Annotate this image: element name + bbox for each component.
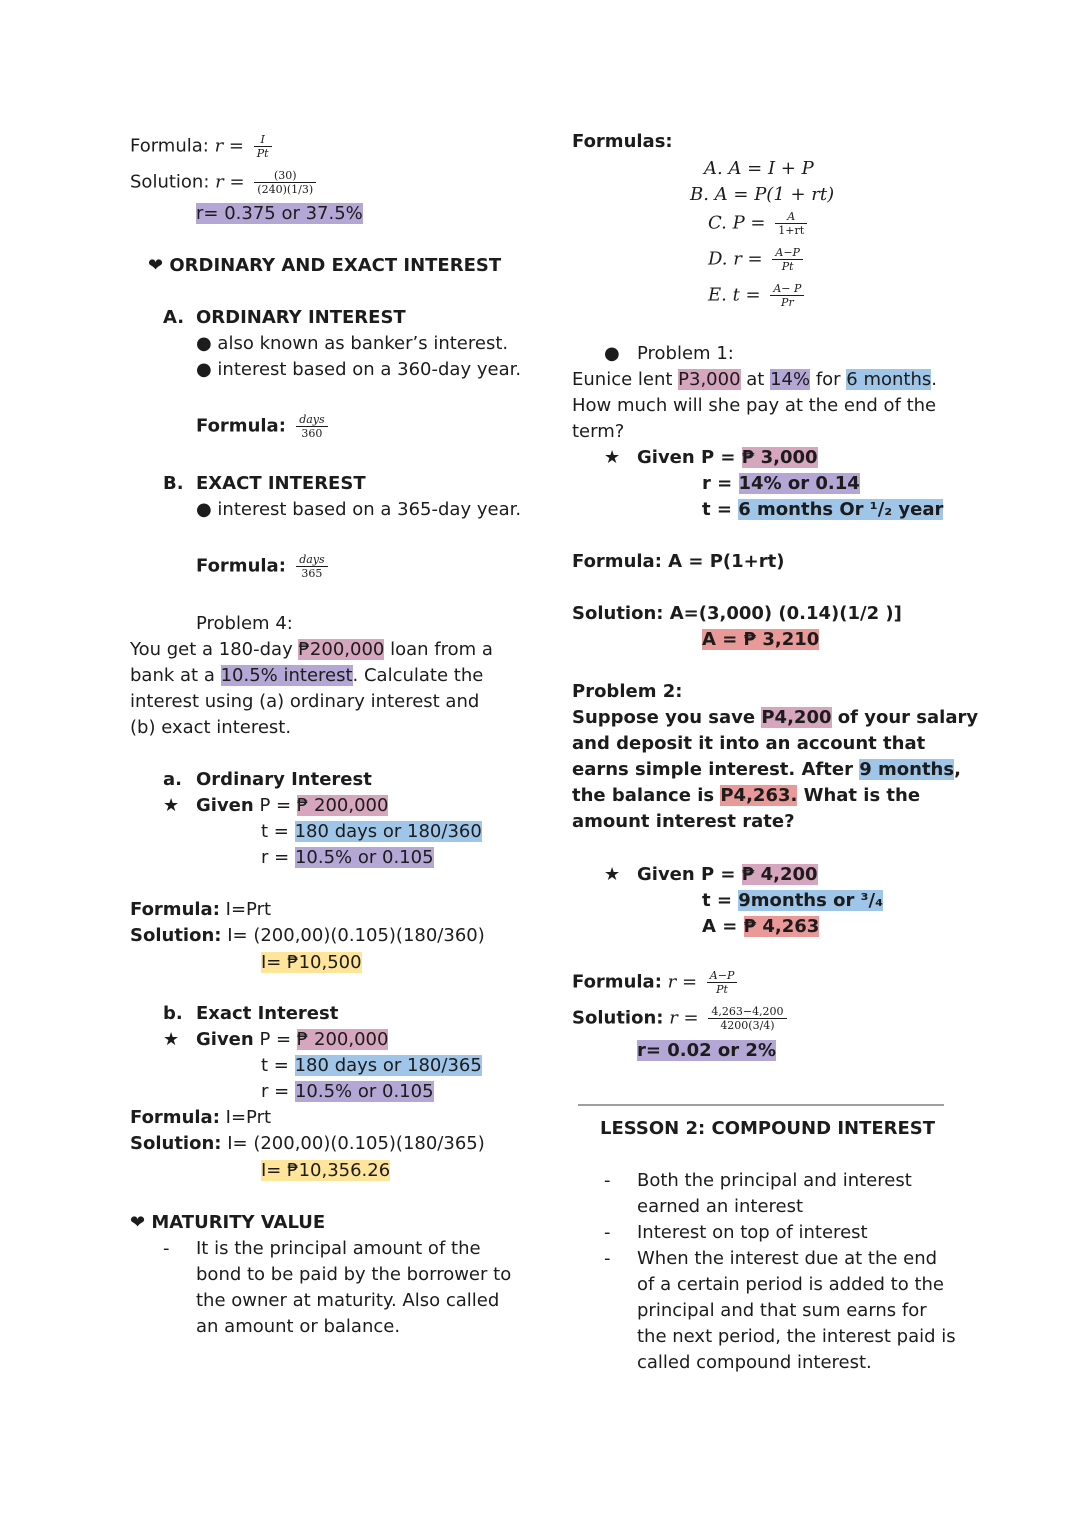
problem4-line-1 — [130, 637, 493, 663]
formula-lhs: r = — [214, 135, 245, 157]
star-icon: ★ — [163, 795, 180, 816]
p-value: ₱ 200,000 — [296, 1029, 389, 1050]
problem1-title: Problem 1: — [637, 343, 734, 364]
given-label: Given P = — [637, 864, 736, 885]
p-label: P = — [259, 795, 292, 816]
solution-label: Solution: — [130, 171, 210, 193]
text-segment: What is the — [797, 785, 921, 806]
formula-b: B. A = P(1 + rt) — [690, 184, 835, 205]
maturity-line-2: bond to be paid by the borrower to — [196, 1264, 512, 1285]
solution-value: I= (200,00)(0.105)(180/360) — [227, 925, 485, 946]
problem1-line-3: term? — [572, 421, 625, 442]
ordinary-title: ORDINARY INTEREST — [196, 307, 406, 328]
fraction-denominator: Pt — [781, 260, 794, 273]
fraction-numerator: A−P — [772, 246, 803, 260]
part-b-solution — [130, 1131, 485, 1157]
t-label: t = — [261, 821, 289, 842]
problem2-result: r= 0.02 or 2% — [637, 1040, 776, 1061]
r-label: r = — [261, 1081, 290, 1102]
part-b-given-p — [196, 1027, 388, 1053]
ordinary-bullet-2: ● interest based on a 360-day year. — [196, 359, 522, 380]
given-label: Given P = — [637, 447, 736, 468]
t-label: t = — [702, 890, 732, 911]
fraction-numerator: (30) — [254, 169, 316, 183]
bullet-marker: ● — [604, 343, 620, 364]
t-value: 180 days or 180/365 — [294, 1055, 482, 1076]
days-360-fraction — [296, 413, 327, 440]
formula-a: A. A = I + P — [704, 158, 814, 179]
fraction-numerator: A− P — [770, 282, 804, 296]
dash-marker: - — [604, 1170, 611, 1191]
t-value: 9months or ³/₄ — [738, 890, 883, 911]
formula-fraction — [770, 282, 804, 309]
problem1-solution: Solution: A=(3,000) (0.14)(1/2 )] — [572, 603, 902, 624]
exact-marker: B. — [163, 473, 184, 494]
section-heading: ❤ ORDINARY AND EXACT INTEREST — [148, 255, 502, 276]
star-icon: ★ — [163, 1029, 180, 1050]
problem1-result: A = ₱ 3,210 — [702, 629, 820, 650]
lesson2-item3-line4: the next period, the interest paid is — [637, 1326, 956, 1347]
r-value: 10.5% or 0.105 — [294, 847, 434, 868]
text-segment: of your salary — [831, 707, 979, 728]
text-segment: You get a 180-day — [130, 639, 299, 660]
text-segment: Suppose you save — [572, 707, 762, 728]
formula-lhs: D. r = — [708, 248, 763, 270]
text-segment: the balance is — [572, 785, 721, 806]
lesson2-item2: Interest on top of interest — [637, 1222, 868, 1243]
dash-marker: - — [604, 1248, 611, 1269]
given-label: Given — [196, 1029, 254, 1050]
balance-highlight: P4,263. — [720, 785, 798, 806]
lesson2-item1-line1: Both the principal and interest — [637, 1170, 912, 1191]
formula-fraction — [772, 246, 803, 273]
text-segment: Eunice lent — [572, 369, 679, 390]
time-highlight: 6 months — [846, 369, 932, 390]
formula-fraction — [707, 969, 738, 996]
text-segment: bank at a — [130, 665, 221, 686]
p-value: ₱ 200,000 — [296, 795, 389, 816]
dash-marker: - — [604, 1222, 611, 1243]
part-a-given-p — [196, 793, 388, 819]
lesson2-item3-line2: of a certain period is added to the — [637, 1274, 945, 1295]
solution-lhs: r = — [669, 1007, 699, 1029]
formula-label: Formula: — [196, 555, 286, 577]
problem4-line-3: interest using (a) ordinary interest and — [130, 691, 480, 712]
problem1-line-1 — [572, 367, 937, 393]
amount-highlight: P3,000 — [678, 369, 741, 390]
p-value: ₱ 3,000 — [741, 447, 818, 468]
part-a-marker: a. — [163, 769, 182, 790]
fraction-denominator: 4200(3/4) — [720, 1019, 775, 1032]
fraction-numerator: I — [254, 133, 272, 147]
formula-lhs: E. t = — [708, 284, 761, 306]
problem4-line-4: (b) exact interest. — [130, 717, 292, 738]
formula-lhs: r = — [667, 971, 698, 993]
fraction-denominator: 360 — [301, 427, 323, 440]
r-label: r = — [702, 473, 733, 494]
t-label: t = — [261, 1055, 289, 1076]
lesson2-item1-line2: earned an interest — [637, 1196, 804, 1217]
lesson2-item3-line1: When the interest due at the end — [637, 1248, 938, 1269]
p-label: P = — [259, 1029, 292, 1050]
star-icon: ★ — [604, 864, 621, 885]
solution-value: I= (200,00)(0.105)(180/365) — [227, 1133, 485, 1154]
fraction-numerator: days — [296, 553, 327, 567]
solution-label: Solution: — [130, 1133, 222, 1154]
problem2-line-1 — [572, 705, 978, 731]
formula-label: Formula: — [196, 415, 286, 437]
problem2-line-5: amount interest rate? — [572, 811, 795, 832]
problem2-solution — [572, 1005, 791, 1032]
text-segment: , — [954, 759, 961, 780]
problem2-given-t — [702, 888, 883, 914]
ordinary-bullet-1: ● also known as banker’s interest. — [196, 333, 509, 354]
problem2-line-3 — [572, 757, 961, 783]
problem2-line-4 — [572, 783, 920, 809]
text-segment: . Calculate the — [352, 665, 484, 686]
p-value: ₱ 4,200 — [741, 864, 818, 885]
a-value: ₱ 4,263 — [743, 916, 820, 937]
problem2-formula — [572, 969, 741, 996]
amount-highlight: ₱200,000 — [298, 639, 385, 660]
solution-label: Solution: — [572, 1007, 664, 1029]
problem1-formula: Formula: A = P(1+rt) — [572, 551, 785, 572]
amount-highlight: P4,200 — [761, 707, 832, 728]
exact-formula — [196, 553, 332, 580]
part-b-result: I= ₱10,356.26 — [261, 1160, 391, 1181]
part-a-given-r — [261, 845, 434, 871]
part-a-given-t — [261, 819, 482, 845]
fraction-denominator: Pr — [781, 296, 794, 309]
t-label: t = — [702, 499, 732, 520]
rate-highlight: 14% — [770, 369, 811, 390]
maturity-line-1: It is the principal amount of the — [196, 1238, 481, 1259]
maturity-line-3: the owner at maturity. Also called — [196, 1290, 500, 1311]
given-label: Given — [196, 795, 254, 816]
fraction-denominator: 1+rt — [778, 224, 805, 237]
t-value: 6 months Or ¹/₂ year — [738, 499, 944, 520]
a-label: A = — [702, 916, 738, 937]
formula-fraction — [254, 133, 272, 160]
days-365-fraction — [296, 553, 327, 580]
formula-r-line — [130, 133, 276, 160]
result-r: r= 0.375 or 37.5% — [196, 203, 363, 224]
r-label: r = — [261, 847, 290, 868]
solution-label: Solution: — [130, 925, 222, 946]
fraction-numerator: days — [296, 413, 327, 427]
part-a-formula — [130, 897, 271, 923]
rate-highlight: 10.5% interest — [220, 665, 353, 686]
solution-fraction — [708, 1005, 786, 1032]
solution-lhs: r = — [215, 171, 245, 193]
formula-value: I=Prt — [225, 1107, 272, 1128]
formula-label: Formula: — [130, 899, 220, 920]
time-highlight: 9 months — [859, 759, 955, 780]
fraction-numerator: A — [775, 210, 807, 224]
text-segment: . — [931, 369, 938, 390]
problem1-given-p — [637, 445, 818, 471]
problem1-given-r — [702, 471, 860, 497]
part-b-given-r — [261, 1079, 434, 1105]
problem4-line-2 — [130, 663, 483, 689]
formula-lhs: C. P = — [708, 212, 766, 234]
lesson2-heading: LESSON 2: COMPOUND INTEREST — [600, 1118, 936, 1139]
r-value: 10.5% or 0.105 — [294, 1081, 434, 1102]
fraction-denominator: (240)(1/3) — [257, 183, 314, 196]
formula-value: I=Prt — [225, 899, 272, 920]
problem2-given-p — [637, 862, 818, 888]
formula-c — [708, 210, 811, 237]
solution-fraction — [254, 169, 316, 196]
ordinary-formula — [196, 413, 332, 440]
lesson2-item3-line5: called compound interest. — [637, 1352, 872, 1373]
formula-label: Formula: — [130, 135, 209, 157]
part-b-title: Exact Interest — [196, 1003, 339, 1024]
part-a-solution — [130, 923, 485, 949]
problem2-title: Problem 2: — [572, 681, 683, 702]
section-divider — [578, 1104, 944, 1106]
formula-fraction — [775, 210, 807, 237]
text-segment: for — [810, 369, 847, 390]
part-b-formula — [130, 1105, 271, 1131]
formula-label: Formula: — [130, 1107, 220, 1128]
part-a-title: Ordinary Interest — [196, 769, 372, 790]
fraction-numerator: 4,263−4,200 — [708, 1005, 786, 1019]
formula-label: Formula: — [572, 971, 662, 993]
formula-e — [708, 282, 808, 309]
part-b-given-t — [261, 1053, 482, 1079]
star-icon: ★ — [604, 447, 621, 468]
fraction-denominator: Pt — [256, 147, 269, 160]
problem2-line-2: and deposit it into an account that — [572, 733, 926, 754]
text-segment: at — [740, 369, 771, 390]
fraction-denominator: Pt — [716, 983, 728, 996]
lesson2-item3-line3: principal and that sum earns for — [637, 1300, 927, 1321]
exact-bullet-1: ● interest based on a 365-day year. — [196, 499, 522, 520]
text-segment: loan from a — [384, 639, 493, 660]
maturity-heading: ❤ MATURITY VALUE — [130, 1212, 326, 1233]
t-value: 180 days or 180/360 — [294, 821, 482, 842]
formula-d — [708, 246, 807, 273]
fraction-denominator: 365 — [301, 567, 323, 580]
part-a-result: I= ₱10,500 — [261, 952, 362, 973]
maturity-line-4: an amount or balance. — [196, 1316, 401, 1337]
r-value: 14% or 0.14 — [738, 473, 860, 494]
problem1-line-2: How much will she pay at the end of the — [572, 395, 937, 416]
part-b-marker: b. — [163, 1003, 183, 1024]
formulas-heading: Formulas: — [572, 131, 673, 152]
problem1-given-t — [702, 497, 943, 523]
problem2-given-a — [702, 914, 819, 940]
solution-r-line — [130, 169, 320, 196]
dash-marker: - — [163, 1238, 170, 1259]
exact-title: EXACT INTEREST — [196, 473, 366, 494]
text-segment: earns simple interest. After — [572, 759, 860, 780]
fraction-numerator: A−P — [707, 969, 738, 983]
problem4-title: Problem 4: — [196, 613, 293, 634]
ordinary-marker: A. — [163, 307, 185, 328]
